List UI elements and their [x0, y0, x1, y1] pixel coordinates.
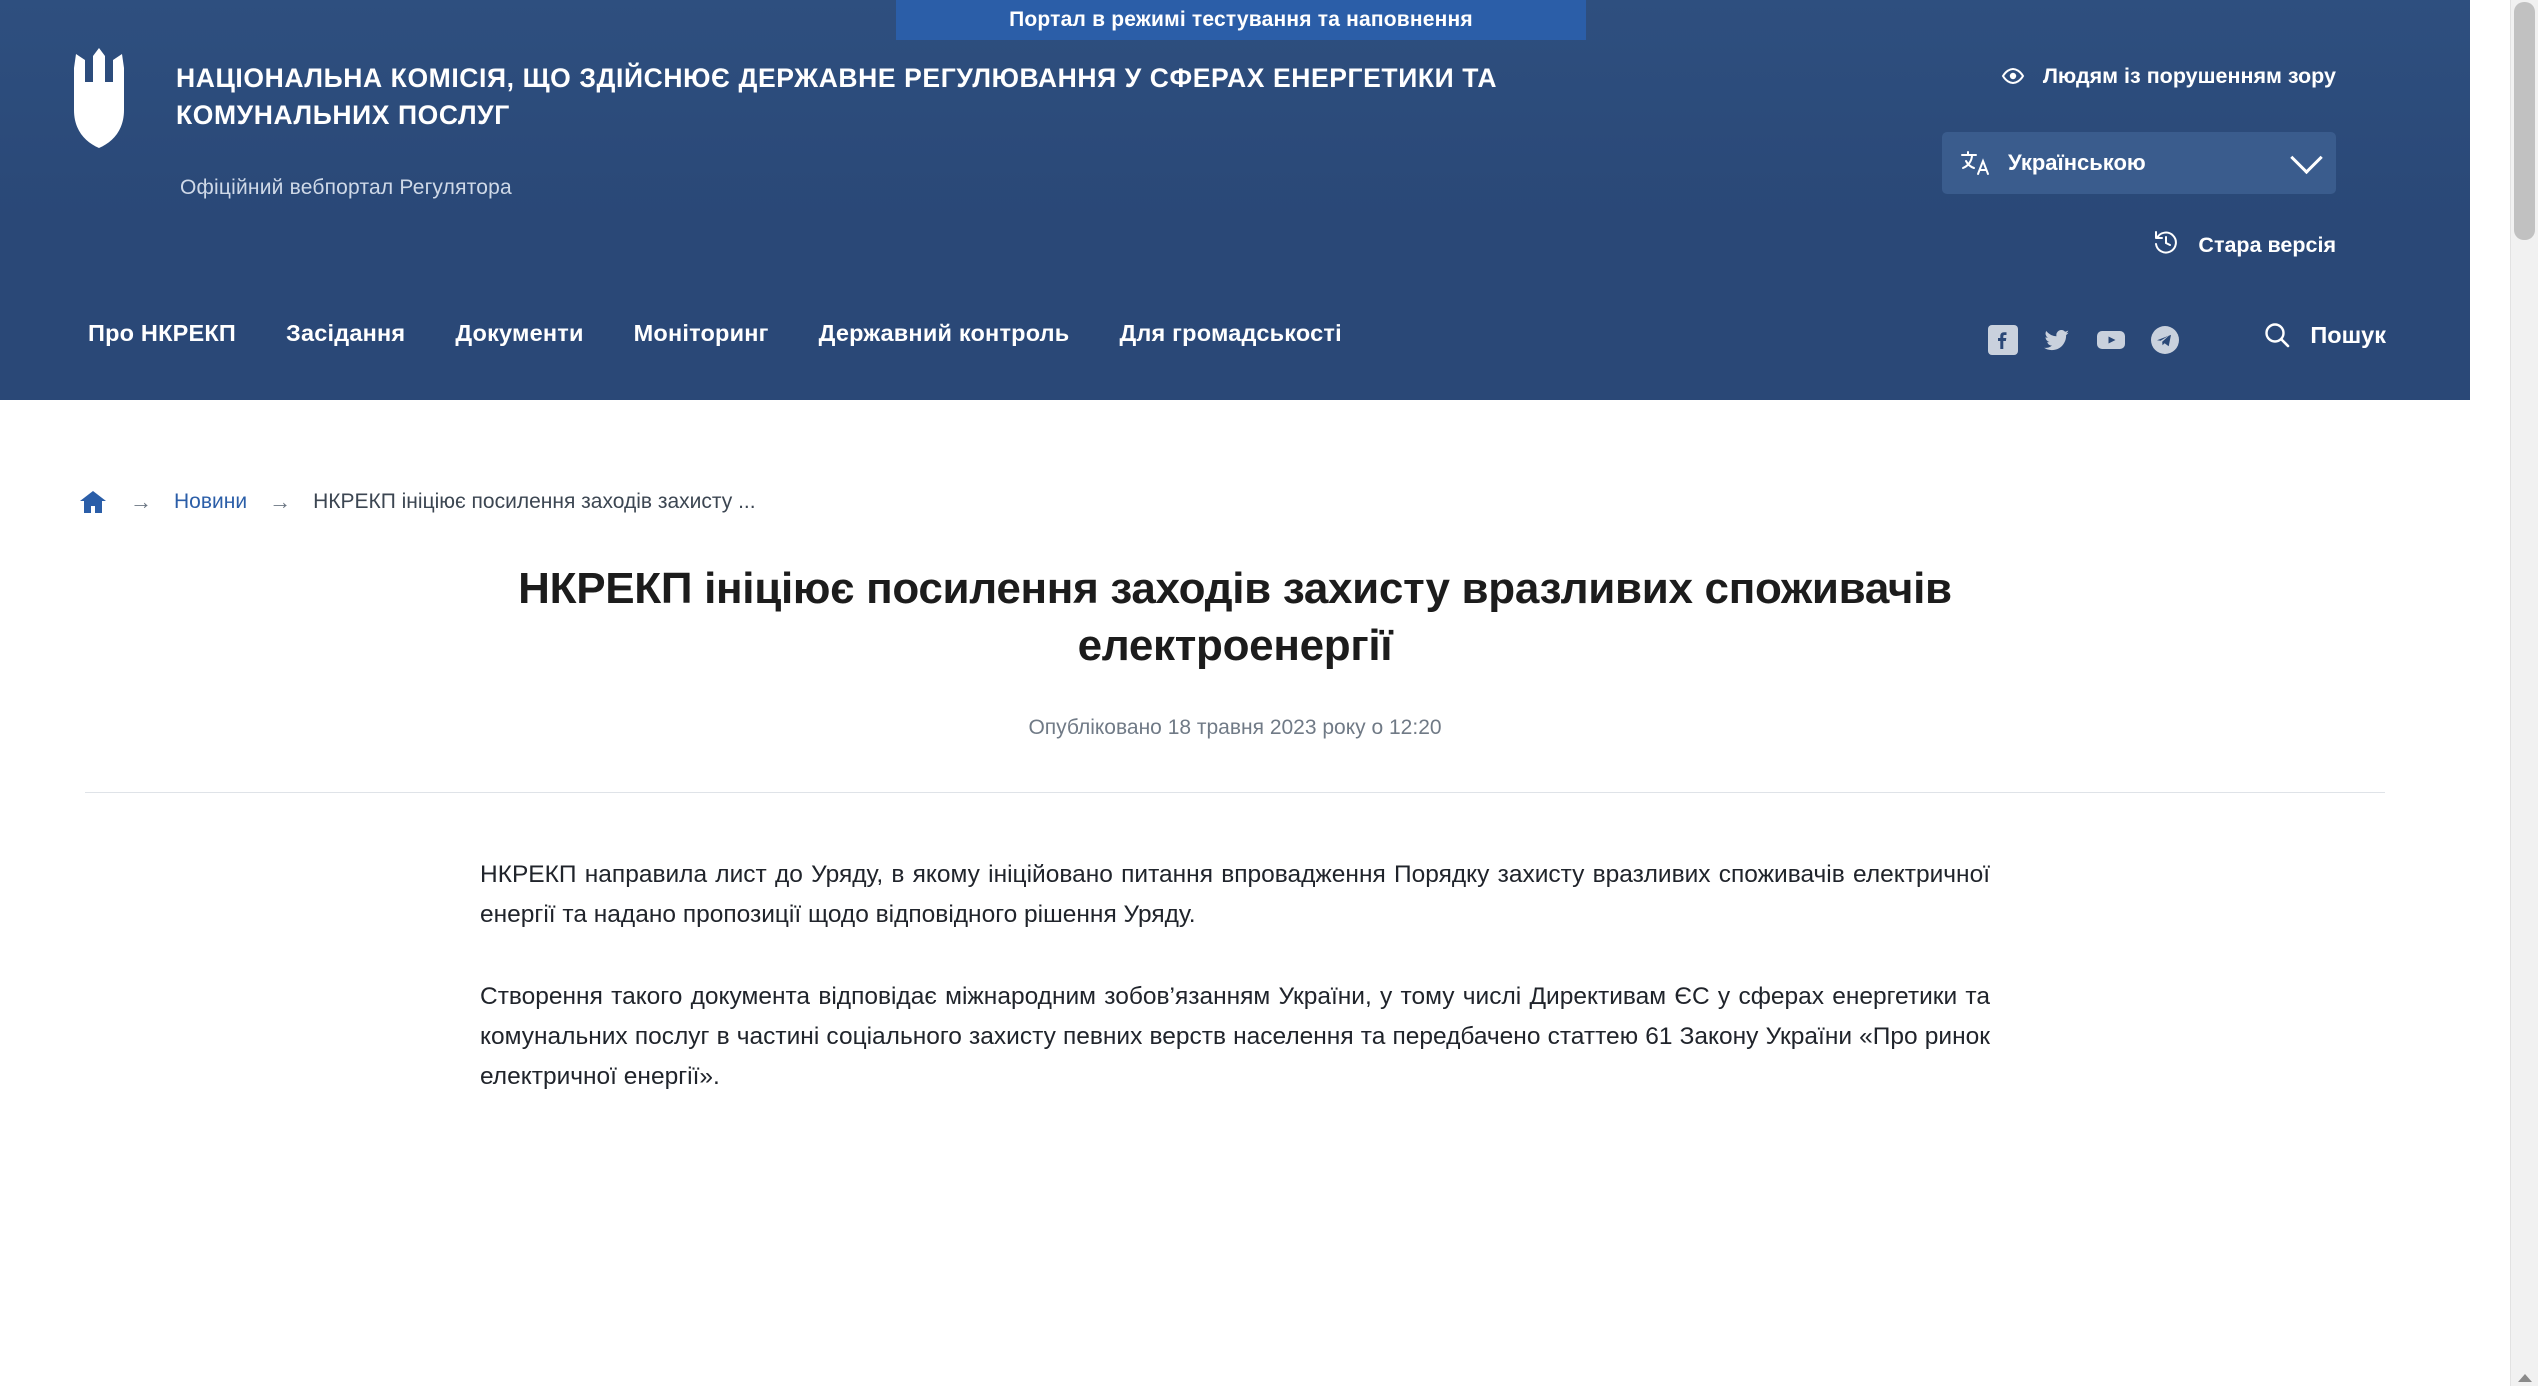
nav-item-dokumenty[interactable]: Документи [455, 320, 584, 346]
vertical-scrollbar[interactable] [2510, 0, 2538, 1386]
translate-icon [1960, 149, 1992, 177]
article-body [480, 855, 1990, 1097]
breadcrumb-arrow-1: → [130, 489, 152, 514]
home-icon[interactable] [78, 488, 108, 516]
nav-item-zasidannya[interactable]: Засідання [286, 320, 406, 346]
nav-item-monitorynh[interactable]: Моніторинг [633, 320, 769, 346]
social-links [1988, 325, 2180, 355]
search-icon [2262, 320, 2292, 350]
breadcrumb [78, 488, 756, 516]
old-version-link[interactable] [2152, 228, 2336, 262]
nav-item-pro-nkrekp[interactable]: Про НКРЕКП [88, 320, 237, 346]
breadcrumb-arrow-2: → [269, 489, 292, 514]
chevron-down-icon [2290, 141, 2323, 174]
telegram-icon[interactable] [2150, 325, 2180, 355]
accessibility-vision-link[interactable] [1999, 62, 2336, 90]
vertical-scroll-thumb[interactable] [2514, 2, 2535, 240]
facebook-icon[interactable] [1988, 325, 2018, 355]
site-title: НАЦІОНАЛЬНА КОМІСІЯ, ЩО ЗДІЙСНЮЄ ДЕРЖАВНЕ РЕГУЛЮВАННЯ У СФЕРАХ ЕНЕРГЕТИКИ ТА КОМУНАЛЬНИХ ПОСЛУГ [176, 63, 1498, 130]
nav-item-derzhavnyi-kontrol[interactable]: Державний контроль [818, 320, 1070, 346]
old-version-label: Стара версія [2198, 232, 2336, 257]
page-title: НКРЕКП ініціює посилення заходів захисту вразливих споживачів електроенергії [518, 564, 1952, 671]
test-mode-banner: Портал в режимі тестування та наповнення [896, 0, 1586, 40]
history-clock-icon [2152, 228, 2180, 262]
main-navigation [88, 320, 1342, 347]
article-divider [85, 792, 2385, 793]
article-paragraph: Створення такого документа відповідає міжнародним зобов’язанням України, у тому числі Директивам ЄС у сферах енергетики та комунальних послуг в частині соціального захисту певних верств населення та передбачено статтею 61 Закону України «Про ринок електричної енергії». [480, 983, 1990, 1091]
article [0, 560, 2470, 1139]
site-subtitle: Офіційний вебпортал Регулятора [180, 176, 512, 199]
language-selector[interactable] [1942, 132, 2336, 194]
twitter-icon[interactable] [2042, 325, 2072, 355]
youtube-icon[interactable] [2096, 325, 2126, 355]
breadcrumb-item-current: НКРЕКП ініціює посилення заходів захисту ... [313, 490, 756, 513]
scroll-down-arrow-icon[interactable] [2518, 1374, 2532, 1382]
accessibility-vision-label: Людям із порушенням зору [2042, 63, 2336, 88]
language-value: Українською [2008, 150, 2146, 175]
article-paragraph: НКРЕКП направила лист до Уряду, в якому ініційовано питання впровадження Порядку захисту вразливих споживачів електричної енергії та надано пропозиції щодо відповідного рішення Уряду. [480, 861, 1990, 929]
ukraine-trident-icon [66, 48, 132, 148]
breadcrumb-item-news[interactable]: Новини [174, 490, 248, 513]
accessibility-eye-icon [1999, 62, 2027, 90]
nav-item-dlya-hromadskosti[interactable]: Для громадськості [1119, 320, 1342, 346]
publish-date: Опубліковано 18 травня 2023 року о 12:20 [1028, 716, 1442, 740]
site-header [0, 0, 2470, 400]
search-button[interactable] [2262, 320, 2386, 350]
search-label: Пошук [2310, 321, 2386, 348]
